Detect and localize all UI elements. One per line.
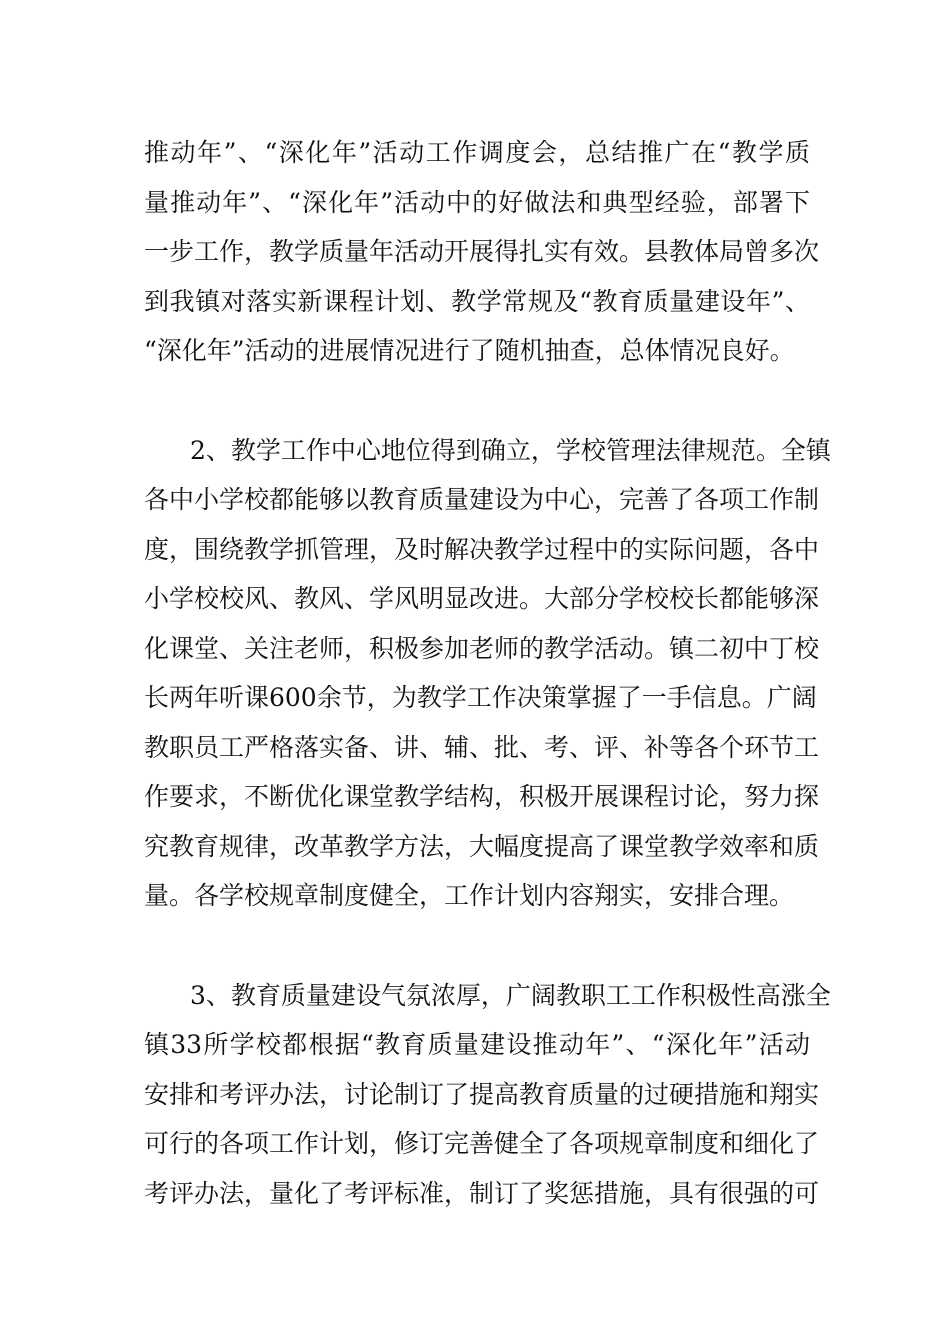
text-line: “深化年”活动的进展情况进行了随机抽查，总体情况良好。 <box>144 336 795 365</box>
paragraph-3 <box>144 971 831 1219</box>
text-line: 化课堂、关注老师，积极参加老师的教学活动。镇二初中丁校 <box>144 633 820 663</box>
text-line: 教职员工严格落实备、讲、辅、批、考、评、补等各个环节工 <box>144 732 820 762</box>
document-body <box>144 128 831 1218</box>
paragraph-1 <box>144 128 820 376</box>
text-line: 考评办法，量化了考评标准，制订了奖惩措施，具有很强的可 <box>144 1178 820 1208</box>
text-line: 可行的各项工作计划，修订完善健全了各项规章制度和细化了 <box>144 1129 820 1158</box>
text-line: 到我镇对落实新课程计划、教学常规及“教育质量建设年”、 <box>144 286 810 316</box>
text-line: 推动年”、“深化年”活动工作调度会，总结推广在“教学质 <box>144 138 810 167</box>
text-line: 小学校校风、教风、学风明显改进。大部分学校校长都能够深 <box>144 584 820 613</box>
text-line: 长两年听课600余节，为教学工作决策掌握了一手信息。广阔 <box>144 683 817 712</box>
text-line: 各中小学校都能够以教育质量建设为中心，完善了各项工作制 <box>144 485 820 514</box>
text-line: 量。各学校规章制度健全，工作计划内容翔实，安排合理。 <box>144 881 795 910</box>
text-line: 安排和考评办法，讨论制订了提高教育质量的过硬措施和翔实 <box>144 1079 820 1109</box>
paragraph-2 <box>144 426 831 921</box>
text-line: 度，围绕教学抓管理，及时解决教学过程中的实际问题，各中 <box>144 534 820 564</box>
text-line: 3、教育质量建设气氛浓厚，广阔教职工工作积极性高涨全 <box>190 980 831 1010</box>
text-line: 一步工作，教学质量年活动开展得扎实有效。县教体局曾多次 <box>144 237 820 266</box>
text-line: 作要求，不断优化课堂教学结构，积极开展课程讨论，努力探 <box>144 782 820 811</box>
text-line: 镇33所学校都根据“教育质量建设推动年”、“深化年”活动 <box>144 1030 810 1059</box>
text-line: 2、教学工作中心地位得到确立，学校管理法律规范。全镇 <box>190 435 831 465</box>
text-line: 究教育规律，改革教学方法，大幅度提高了课堂教学效率和质 <box>144 831 820 861</box>
text-line: 量推动年”、“深化年”活动中的好做法和典型经验，部署下 <box>144 187 810 217</box>
